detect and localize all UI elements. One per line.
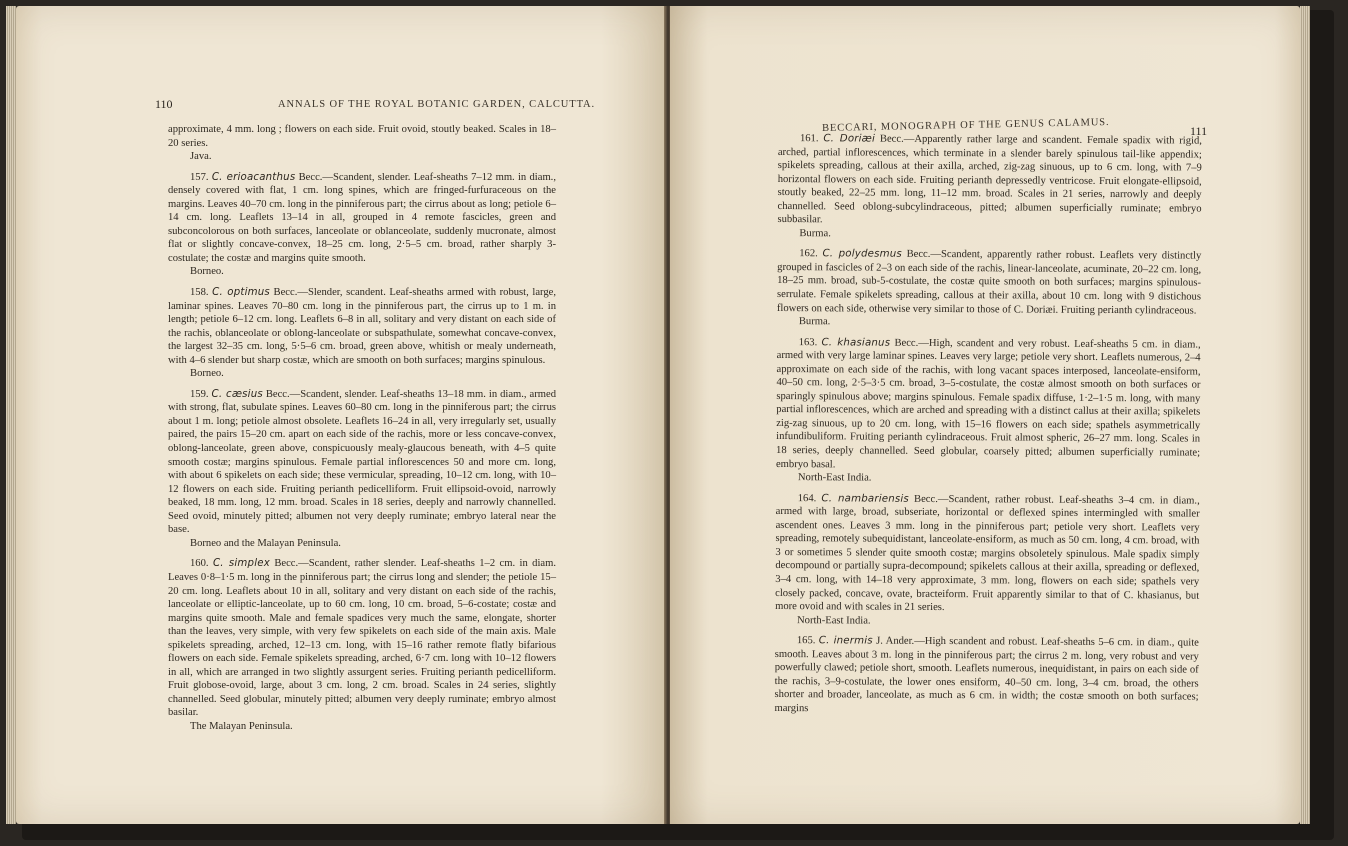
- species-name: C. cæsius: [211, 388, 263, 400]
- entry-description: Becc.—Scandent, slender. Leaf-sheaths 7–12 mm. in diam., densely covered with flat, 1 cm. long spines, which are fringed-furfuraceous on the margins. Leaves 40–70 cm. long in the pinniferous part; the cirrus about as long; petiole 6–14 cm. long. Leaflets 13–14 in all, grouped in 4 remote fascicles, green and subconcolorous on both surfaces, lanceolate or oblanceolate, suddenly mucronate, almost flat or slightly concave-convex, 18–25 cm. long, 2·5–5 cm. broad, rather sharply 3-costulate; the costæ and margins quite smooth.: [168, 171, 556, 264]
- left-page-number: 110: [155, 97, 173, 111]
- species-entry-161: [777, 132, 1202, 243]
- entry-description: J. Ander.—High scandent and robust. Leaf-sheaths 5–6 cm. in diam., quite smooth. Leaves about 3 m. long in the pinniferous part; the cirrus 2 m. long, very robust and very powerfully clawed; petiole short, smooth. Leaflets numerous, inequidistant, in pairs on each side of the rachis, 3–9-costulate, the lower ones ensiform, 40–50 cm. long, 3–4 cm. broad, the others shorter and broader, lanceolate, as much as 6 cm. in width; the costæ smooth on both surfaces; margins: [774, 635, 1199, 715]
- species-name: C. khasianus: [821, 336, 891, 349]
- entry-description: Becc.—Scandent, slender. Leaf-sheaths 13–18 mm. in diam., armed with strong, flat, subulate spines. Leaves 60–80 cm. long in the pinniferous part; the cirrus about 1 m. long; petiole almost obsolete. Leaflets 16–24 in all, very irregularly set, usually paired, the pairs 15–20 cm. apart on each side of the rachis, more or less concave-convex, oblong-lanceolate, green above, conspicuously mealy-glaucous beneath, with 4–5 quite smooth costæ; margins spinulous. Female partial inflorescences 50 and more cm. long, with about 6 spikelets on each side; these vermicular, spreading, 10–12 cm. long, with 10–12 flowers on each side. Fruiting perianth pedicelliform. Fruit ellipsoid-ovoid, narrowly beaked, 18 mm. long, 12 mm. broad. Scales in 18 series, deeply and narrowly channelled. Seed ovoid, minutely pitted; albumen not very deeply ruminate; embryo lateral near the base.: [168, 388, 556, 536]
- species-name: C. polydesmus: [822, 248, 902, 261]
- entry-locality: The Malayan Peninsula.: [190, 720, 293, 732]
- species-entry-158: [168, 286, 556, 381]
- entry-number: 164.: [797, 492, 817, 504]
- continuation-locality: Java.: [190, 151, 212, 163]
- entry-number: 162.: [799, 248, 818, 260]
- species-entry-165: [774, 634, 1198, 718]
- entry-description: Becc.—Scandent, rather robust. Leaf-sheaths 3–4 cm. in diam., armed with large, broad, subseriate, horizontal or deflexed spines intermingled with smaller ascendent ones. Leaves 3 mm. long in the pinniferous part; petiole very short. Leaflets very spreading, remotely subequidistant, lanceolate-ensiform, as much as 50 cm. long, 4 cm. broad, with 3 or sometimes 5 slender quite smooth costæ; margins obsoletely spinulous. Male spadix simply decompound or partially supra-decompound; spikelets callous at their axilla, spreading or deflexed, 3–4 cm. long, with 14–18 very approximate, 3 mm. long, flowers on each side; spathels very closely packed, concave, ovate, bracteiform. Fruit apparently similar to that of C. khasianus, but more ovoid and with scales in 21 series.: [775, 493, 1200, 614]
- entry-locality: North-East India.: [796, 614, 871, 627]
- right-fore-edge: [1300, 6, 1310, 824]
- entry-locality: Borneo.: [190, 266, 224, 278]
- left-fore-edge: [6, 6, 16, 824]
- entry-number: 163.: [798, 336, 818, 348]
- right-page: [670, 6, 1300, 824]
- species-name: C. erioacanthus: [211, 171, 296, 183]
- entry-description: Becc.—Slender, scandent. Leaf-sheaths armed with robust, large, laminar spines. Leaves 70–80 cm. long in the pinniferous part, the cirrus up to 1 m. in length; petiole 6–12 cm. long. Leaflets 6–8 in all, solitary and very distant on each side of the rachis, oblanceolate or oblong-lanceolate or subspathulate, somewhat concave-convex, the largest 32–35 cm. long, 5·5–6 cm. broad, green above, whitish or mealy underneath, with 4–6 slender but sharp costæ, which are smooth on both surfaces; margins spinulous.: [168, 287, 557, 366]
- entry-locality: Borneo and the Malayan Peninsula.: [190, 537, 341, 549]
- species-entry-159: [168, 388, 556, 551]
- entry-locality: Borneo.: [190, 368, 224, 380]
- continuation-text: approximate, 4 mm. long ; flowers on each side. Fruit ovoid, stoutly beaked. Scales in 18–20 series.: [168, 124, 556, 149]
- species-entry-163: [776, 336, 1201, 488]
- entry-description: Becc.—High, scandent and very robust. Leaf-sheaths 5 cm. in diam., armed with very large laminar spines. Leaves very large; petiole very short. Leaflets numerous, 2–4 approximate on each side of the rachis, with long vacant spaces interposed, lanceolate-ensiform, 40–50 cm. long, 2·5–3·5 cm. broad, 3–5-costulate, the costæ almost smooth on both surfaces or sparingly spinulous above; margins spinulous. Female spadix diffuse, 1·2–1·5 m. long, with many partial inflorescences, which are arched and spreading with a distinct callus at their axilla; spikelets zig-zag sinuous, up to 20 cm. long, with 15–16 flowers on each side; spathels asymmetrically infundibuliform. Fruiting perianth cylindraceous. Fruit almost spheric, 26–27 mm. long. Scales in 18 series, deeply channelled. Seed globular, coarsely pitted; albumen superficially ruminate; embryo basal.: [775, 337, 1201, 470]
- entry-description: Becc.—Apparently rather large and scandent. Female spadix with rigid, arched, partial inflorescences, which terminate in a slender barely spinulous tail-like appendix; spikelets spreading, callous at their axilla, arched, zig-zag sinuous, up to 6 cm. long, with 7–9 horizontal flowers on each side. Fruiting perianth depressedly ventricose. Fruit elongate-ellipsoid, stoutly beaked, 22–25 mm. long, 11–12 mm. broad. Scales in 21 series, narrowly and deeply channelled. Seed oblong-subcylindraceous, pitted; albumen superficially ruminate; embryo subbasilar.: [777, 133, 1202, 226]
- entry-locality: North-East India.: [797, 472, 872, 484]
- left-text-column: [168, 123, 556, 741]
- species-entry-160: [168, 557, 556, 733]
- right-text-column: [774, 132, 1202, 725]
- entry-locality: Burma.: [799, 227, 831, 240]
- entry-number: 159.: [190, 388, 209, 400]
- entry-number: 158.: [190, 287, 209, 299]
- entry-description: Becc.—Scandent, apparently rather robust. Leaflets very distinctly grouped in fascicles of 2–3 on each side of the rachis, linear-lanceolate, acuminate, 20–22 cm. long, 18–25 mm. broad, sub-5-costulate, the costæ quite smooth on both surfaces; margins spinulous-serrulate. Female spikelets spreading, callous at their axilla, about 10 cm. long with 9 distichous flowers on each side, otherwise very similar to those of C. Doriæi. Fruiting perianth cylindraceous.: [776, 249, 1202, 317]
- continuation-block: [168, 123, 556, 164]
- species-name: C. simplex: [212, 558, 270, 570]
- species-name: C. Doriæi: [823, 133, 876, 145]
- species-name: C. optimus: [212, 287, 270, 299]
- entry-locality: Burma.: [798, 316, 831, 328]
- species-name: C. inermis: [818, 635, 873, 647]
- species-entry-157: [168, 171, 556, 279]
- right-running-header: BECCARI, MONOGRAPH OF THE GENUS CALAMUS.: [821, 116, 1110, 135]
- entry-description: Becc.—Scandent, rather slender. Leaf-sheaths 1–2 cm. in diam. Leaves 0·8–1·5 m. long in the pinniferous part; the cirrus long and slender; the petiole 15–20 cm. long. Leaflets about 10 in all, solitary and very distant on each side of the rachis, lanceolate or elliptic-lanceolate, up to 60 cm. long, 10 cm. broad, 5–6-costate; costæ and margins quite smooth. Male and female spadices very much the same, elongate, shorter than the leaves, very simple, with very few spikelets on each side of the main axis. Male spikelets spreading, arched, 12–13 cm. long, with 15–16 rather remote flatly bifarious flowers on each side. Female spikelets spreading, arched, 6·7 cm. long with 10–12 flowers in all, which are arranged in two slightly assurgent series. Fruiting perianth pedicelliform. Fruit globose-ovoid, large, about 3 cm. long, 2 cm. broad. Scales in 24 series, slightly channelled. Seed globular, minutely pitted; albumen very deeply ruminate; embryo almost basilar.: [168, 558, 556, 719]
- entry-number: 160.: [190, 558, 209, 570]
- right-page-number: 111: [1190, 124, 1208, 138]
- entry-number: 161.: [799, 133, 819, 145]
- species-entry-162: [777, 247, 1201, 331]
- entry-number: 157.: [190, 171, 209, 183]
- species-name: C. nambariensis: [821, 492, 909, 505]
- species-entry-164: [775, 492, 1200, 630]
- entry-number: 165.: [796, 635, 816, 647]
- left-running-header: ANNALS OF THE ROYAL BOTANIC GARDEN, CALCUTTA.: [278, 99, 596, 110]
- left-page: [16, 6, 666, 824]
